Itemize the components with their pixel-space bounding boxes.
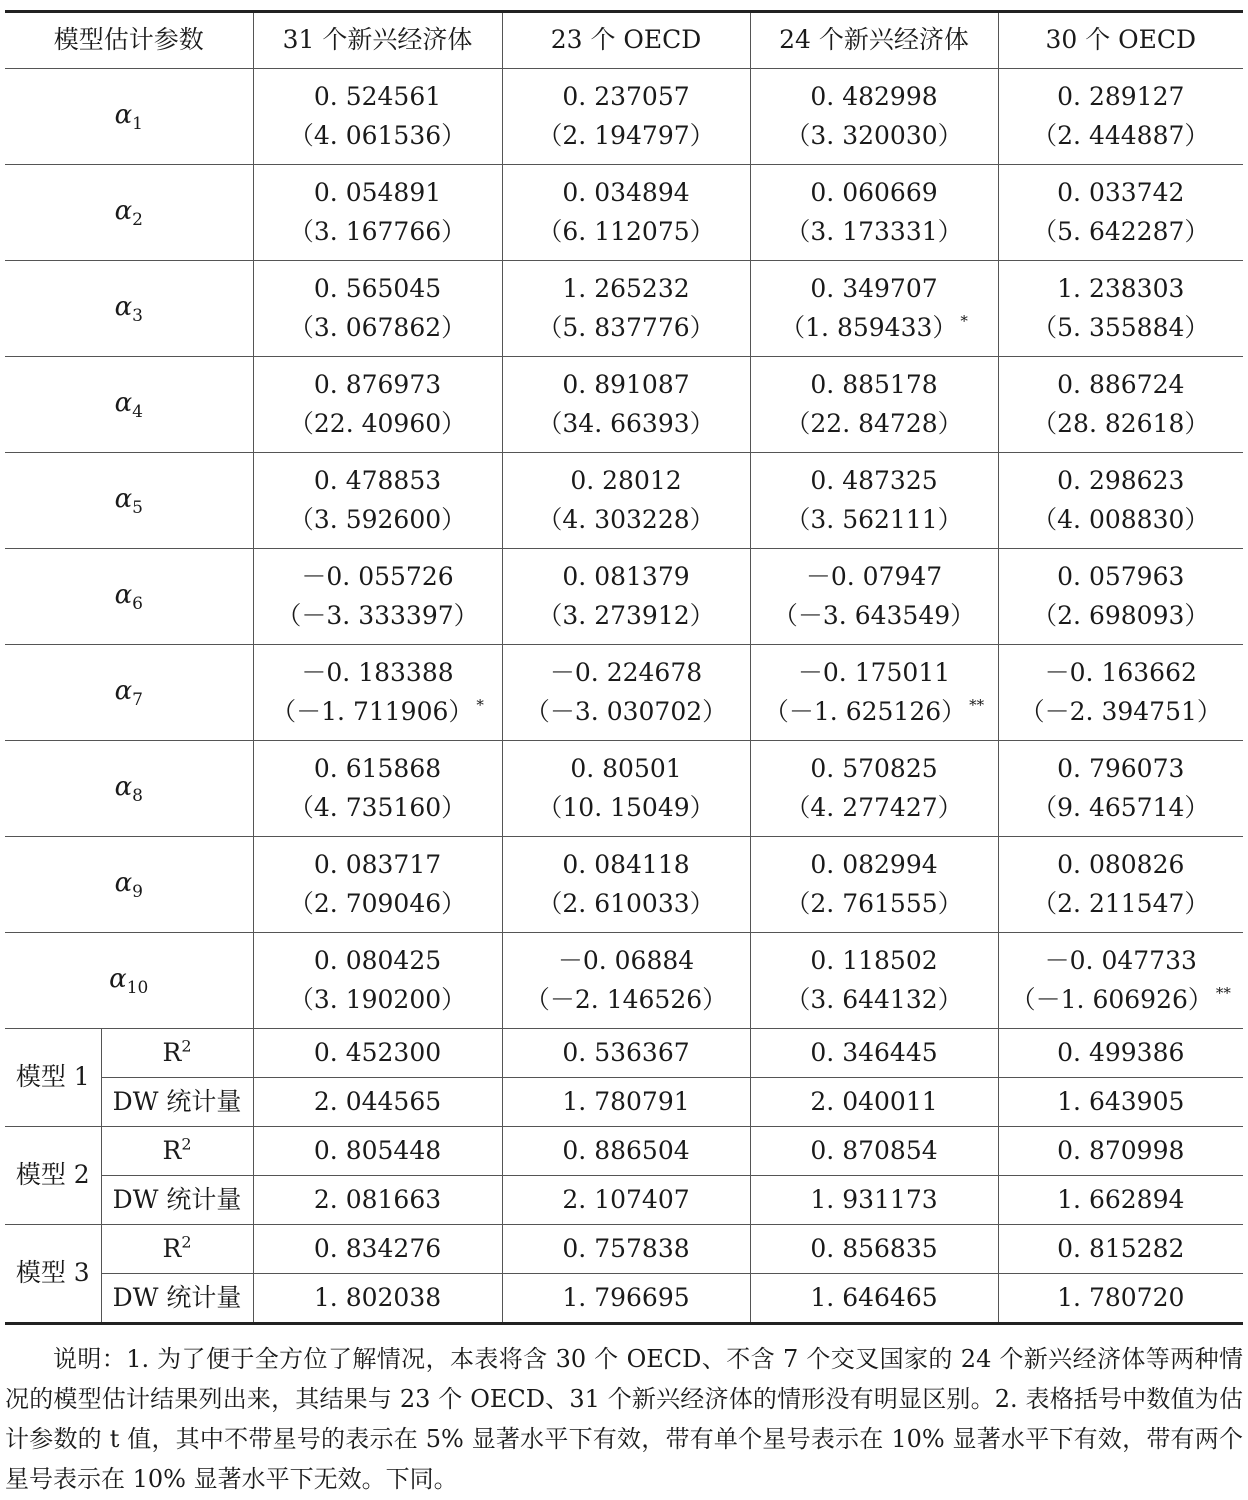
param-tvalue-line [503, 213, 750, 252]
param-tvalue: （－1. 711906） [271, 696, 474, 726]
model-r2-row [5, 1225, 1243, 1274]
param-symbol-letter [114, 484, 143, 519]
param-tvalue: （3. 167766） [288, 216, 467, 246]
param-letter: α [114, 484, 133, 515]
param-tvalue-line [254, 213, 502, 252]
param-symbol-subscript: 2 [132, 210, 143, 231]
dw-value: 2. 040011 [750, 1078, 998, 1127]
r2-value: 0. 870854 [750, 1127, 998, 1176]
param-symbol-subscript: 7 [132, 690, 143, 711]
r2-label [101, 1127, 253, 1176]
param-cell [750, 933, 998, 1029]
r2-label [101, 1225, 253, 1274]
r2-letter: R [162, 1037, 182, 1067]
dw-value: 2. 107407 [502, 1176, 750, 1225]
model-dw-row [5, 1176, 1243, 1225]
param-estimate: －0. 055726 [301, 561, 454, 591]
param-tvalue-line [999, 693, 1244, 732]
param-estimate: －0. 183388 [301, 657, 454, 687]
param-tvalue: （34. 66393） [537, 408, 715, 438]
dw-value: 1. 643905 [998, 1078, 1243, 1127]
param-tvalue: （－2. 394751） [1019, 696, 1222, 726]
param-row [5, 933, 1243, 1029]
param-symbol-subscript: 4 [132, 402, 143, 423]
param-tvalue-line [999, 117, 1244, 156]
param-estimate: 0. 349707 [810, 273, 938, 303]
param-estimate: 0. 487325 [810, 465, 938, 495]
param-symbol-letter [114, 100, 143, 135]
param-estimate: 0. 478853 [313, 465, 442, 495]
estimation-table [5, 10, 1243, 1325]
dw-value: 1. 646465 [750, 1274, 998, 1324]
param-cell [750, 549, 998, 645]
param-estimate: 0. 524561 [313, 81, 442, 111]
r2-value: 0. 815282 [998, 1225, 1243, 1274]
param-symbol-letter [114, 388, 143, 423]
param-symbol-subscript: 9 [132, 882, 143, 903]
param-estimate: 0. 080826 [1057, 849, 1185, 879]
param-tvalue-line [503, 981, 750, 1020]
param-tvalue-line [999, 981, 1244, 1020]
r2-value: 0. 499386 [998, 1029, 1243, 1078]
param-symbol [5, 741, 253, 837]
param-tvalue: （2. 194797） [537, 120, 715, 150]
dw-value: 1. 662894 [998, 1176, 1243, 1225]
param-tvalue: （2. 444887） [1032, 120, 1210, 150]
param-tvalue: （－1. 606926） [1010, 984, 1213, 1014]
model-rows [5, 1029, 1243, 1324]
param-cell [750, 69, 998, 165]
param-tvalue: （3. 190200） [288, 984, 467, 1014]
table-note: 说明：1. 为了便于全方位了解情况，本表将含 30 个 OECD、不含 7 个交叉国家的 24 个新兴经济体等两种情况的模型估计结果列出来，其结果与 23 个 OECD、31 个新兴经济体的情形没有明显区别。2. 表格括号中数值为估计参数的 t 值，其中不带星号的表示在 5% 显著水平下有效，带有单个星号表示在 10% 显著水平下有效，带有两个星号表示在 10% 显著水平下无效。下同。 [5, 1345, 1243, 1493]
param-estimate: －0. 224678 [549, 657, 703, 687]
param-tvalue-line [254, 789, 502, 828]
param-letter: α [114, 676, 133, 707]
r2-superscript: 2 [181, 1232, 192, 1252]
param-tvalue-line [503, 117, 750, 156]
param-symbol-subscript: 6 [132, 594, 143, 615]
model-dw-row [5, 1078, 1243, 1127]
r2-value: 0. 870998 [998, 1127, 1243, 1176]
param-cell [998, 261, 1243, 357]
param-tvalue: （3. 644132） [785, 984, 963, 1014]
param-estimate: －0. 06884 [557, 945, 695, 975]
param-tvalue-line [254, 981, 502, 1020]
param-cell [253, 261, 502, 357]
param-tvalue: （－1. 625126） [763, 696, 967, 726]
dw-value: 2. 081663 [253, 1176, 502, 1225]
param-tvalue-line [503, 789, 750, 828]
param-tvalue: （3. 173331） [785, 216, 963, 246]
param-cell [253, 645, 502, 741]
param-cell [998, 741, 1243, 837]
param-letter: α [114, 772, 133, 803]
r2-value: 0. 856835 [750, 1225, 998, 1274]
param-tvalue: （28. 82618） [1032, 408, 1210, 438]
r2-value: 0. 346445 [750, 1029, 998, 1078]
param-tvalue: （4. 061536） [288, 120, 467, 150]
param-tvalue: （3. 592600） [288, 504, 467, 534]
param-cell [253, 741, 502, 837]
param-estimate: 0. 28012 [570, 465, 682, 495]
header-col-30-oecd: 30 个 OECD [998, 12, 1243, 69]
param-tvalue-line [751, 597, 998, 636]
param-symbol-subscript: 5 [132, 498, 143, 519]
model-r2-row [5, 1127, 1243, 1176]
param-letter: α [114, 100, 133, 131]
param-tvalue: （－3. 643549） [772, 600, 976, 630]
param-row [5, 837, 1243, 933]
param-tvalue-line [503, 597, 750, 636]
param-tvalue: （3. 273912） [537, 600, 715, 630]
param-cell [750, 357, 998, 453]
param-symbol-subscript: 3 [132, 306, 143, 327]
param-tvalue: （6. 112075） [537, 216, 715, 246]
header-col-31-emerging: 31 个新兴经济体 [253, 12, 502, 69]
param-estimate: 0. 084118 [562, 849, 690, 879]
param-estimate: 0. 615868 [313, 753, 442, 783]
param-estimate: 1. 265232 [562, 273, 690, 303]
param-tvalue: （4. 277427） [785, 792, 963, 822]
model-label: 模型 2 [5, 1127, 101, 1225]
param-row [5, 549, 1243, 645]
param-tvalue: （2. 211547） [1032, 888, 1210, 918]
param-tvalue-line [254, 405, 502, 444]
param-estimate: 0. 082994 [810, 849, 938, 879]
param-row [5, 261, 1243, 357]
param-symbol-letter [114, 676, 143, 711]
param-estimate: 0. 80501 [570, 753, 682, 783]
model-label: 模型 3 [5, 1225, 101, 1324]
parameter-rows [5, 69, 1243, 1029]
r2-letter: R [162, 1233, 182, 1263]
param-estimate: 0. 570825 [810, 753, 938, 783]
param-cell [998, 549, 1243, 645]
param-symbol [5, 261, 253, 357]
significance-star: * [960, 312, 968, 331]
param-estimate: 0. 080425 [313, 945, 442, 975]
param-symbol [5, 357, 253, 453]
param-cell [502, 933, 750, 1029]
param-tvalue: （1. 859433） [780, 312, 958, 342]
param-tvalue-line [751, 885, 998, 924]
param-tvalue: （3. 562111） [785, 504, 963, 534]
param-tvalue: （－2. 146526） [524, 984, 728, 1014]
param-tvalue: （2. 698093） [1032, 600, 1210, 630]
param-tvalue: （2. 761555） [785, 888, 963, 918]
r2-superscript: 2 [181, 1134, 192, 1154]
param-symbol-subscript: 1 [132, 114, 143, 135]
param-tvalue: （2. 709046） [288, 888, 467, 918]
dw-value: 2. 044565 [253, 1078, 502, 1127]
r2-value: 0. 886504 [502, 1127, 750, 1176]
param-estimate: 0. 289127 [1057, 81, 1185, 111]
param-tvalue-line [254, 117, 502, 156]
param-estimate: 0. 885178 [810, 369, 938, 399]
r2-value: 0. 757838 [502, 1225, 750, 1274]
param-cell [502, 837, 750, 933]
param-tvalue-line [751, 981, 998, 1020]
param-letter: α [114, 292, 133, 323]
model-r2-row [5, 1029, 1243, 1078]
param-estimate: 0. 565045 [313, 273, 442, 303]
param-estimate: 0. 482998 [810, 81, 938, 111]
r2-superscript: 2 [181, 1036, 192, 1056]
param-tvalue: （10. 15049） [537, 792, 715, 822]
param-tvalue-line [503, 885, 750, 924]
param-tvalue: （3. 320030） [785, 120, 963, 150]
header-row [5, 12, 1243, 69]
param-estimate: －0. 07947 [805, 561, 943, 591]
param-cell [998, 357, 1243, 453]
param-estimate: 0. 034894 [562, 177, 690, 207]
param-tvalue-line [503, 693, 750, 732]
param-tvalue: （22. 84728） [785, 408, 963, 438]
param-symbol [5, 165, 253, 261]
param-tvalue-line [999, 213, 1244, 252]
param-row [5, 453, 1243, 549]
header-param: 模型估计参数 [5, 12, 253, 69]
param-row [5, 165, 1243, 261]
param-cell [502, 261, 750, 357]
param-cell [502, 549, 750, 645]
param-tvalue-line [999, 885, 1244, 924]
param-cell [253, 933, 502, 1029]
param-cell [253, 69, 502, 165]
param-estimate: 0. 118502 [810, 945, 938, 975]
param-cell [253, 549, 502, 645]
param-cell [253, 357, 502, 453]
param-row [5, 357, 1243, 453]
param-letter: α [114, 196, 133, 227]
param-cell [998, 645, 1243, 741]
param-symbol-letter [114, 196, 143, 231]
param-symbol-letter [114, 580, 143, 615]
param-symbol-subscript: 8 [132, 786, 143, 807]
param-estimate: 0. 083717 [313, 849, 442, 879]
param-letter: α [109, 964, 127, 995]
r2-label [101, 1029, 253, 1078]
dw-label: DW 统计量 [101, 1078, 253, 1127]
param-tvalue-line [254, 501, 502, 540]
param-symbol-letter [114, 292, 143, 327]
param-tvalue-line [751, 501, 998, 540]
param-tvalue-line [503, 309, 750, 348]
r2-value: 0. 452300 [253, 1029, 502, 1078]
param-symbol-subscript: 10 [126, 978, 149, 999]
model-dw-row [5, 1274, 1243, 1324]
param-estimate: 1. 238303 [1057, 273, 1185, 303]
param-tvalue-line [503, 405, 750, 444]
param-symbol-letter [109, 964, 149, 999]
param-tvalue: （3. 067862） [288, 312, 467, 342]
param-tvalue: （22. 40960） [288, 408, 467, 438]
param-tvalue-line [751, 693, 998, 732]
param-symbol [5, 837, 253, 933]
param-cell [750, 165, 998, 261]
param-row [5, 69, 1243, 165]
significance-star: ** [969, 696, 985, 715]
param-letter: α [114, 388, 133, 419]
param-estimate: 0. 876973 [313, 369, 442, 399]
param-cell [502, 357, 750, 453]
significance-star: ** [1215, 984, 1231, 1003]
param-tvalue-line [751, 117, 998, 156]
header-col-24-emerging: 24 个新兴经济体 [750, 12, 998, 69]
param-tvalue: （4. 303228） [537, 504, 715, 534]
param-estimate: 0. 298623 [1057, 465, 1185, 495]
param-tvalue: （5. 355884） [1032, 312, 1210, 342]
param-estimate: 0. 796073 [1057, 753, 1185, 783]
param-symbol [5, 453, 253, 549]
param-symbol-letter [114, 772, 143, 807]
param-tvalue-line [999, 789, 1244, 828]
param-tvalue-line [254, 309, 502, 348]
param-cell [502, 165, 750, 261]
param-estimate: －0. 175011 [797, 657, 951, 687]
param-tvalue: （4. 735160） [288, 792, 467, 822]
param-tvalue-line [751, 309, 998, 348]
param-estimate: －0. 047733 [1044, 945, 1197, 975]
param-estimate: 0. 891087 [562, 369, 690, 399]
param-cell [998, 933, 1243, 1029]
dw-label: DW 统计量 [101, 1274, 253, 1324]
param-cell [253, 453, 502, 549]
param-cell [998, 165, 1243, 261]
param-cell [502, 645, 750, 741]
param-tvalue-line [751, 789, 998, 828]
significance-star: * [476, 696, 484, 715]
param-cell [750, 741, 998, 837]
param-letter: α [114, 580, 133, 611]
param-estimate: 0. 033742 [1057, 177, 1185, 207]
param-tvalue: （2. 610033） [537, 888, 715, 918]
r2-value: 0. 536367 [502, 1029, 750, 1078]
param-symbol [5, 645, 253, 741]
param-cell [998, 69, 1243, 165]
param-estimate: 0. 886724 [1057, 369, 1185, 399]
param-tvalue: （－3. 030702） [524, 696, 728, 726]
dw-value: 1. 780720 [998, 1274, 1243, 1324]
param-estimate: 0. 237057 [562, 81, 690, 111]
param-cell [750, 261, 998, 357]
param-cell [502, 69, 750, 165]
param-cell [998, 837, 1243, 933]
param-tvalue: （5. 837776） [537, 312, 715, 342]
param-tvalue-line [999, 597, 1244, 636]
param-tvalue: （－3. 333397） [276, 600, 479, 630]
param-symbol-letter [114, 868, 143, 903]
r2-value: 0. 834276 [253, 1225, 502, 1274]
param-estimate: 0. 060669 [810, 177, 938, 207]
param-cell [750, 645, 998, 741]
r2-letter: R [162, 1135, 182, 1165]
param-tvalue-line [503, 501, 750, 540]
param-symbol [5, 933, 253, 1029]
param-row [5, 741, 1243, 837]
param-tvalue-line [999, 501, 1244, 540]
model-label: 模型 1 [5, 1029, 101, 1127]
param-row [5, 645, 1243, 741]
param-cell [253, 837, 502, 933]
param-letter: α [114, 868, 133, 899]
param-tvalue-line [254, 885, 502, 924]
param-cell [750, 837, 998, 933]
param-tvalue-line [999, 405, 1244, 444]
dw-value: 1. 796695 [502, 1274, 750, 1324]
param-symbol [5, 549, 253, 645]
param-tvalue: （9. 465714） [1032, 792, 1210, 822]
param-cell [998, 453, 1243, 549]
param-estimate: 0. 081379 [562, 561, 690, 591]
dw-value: 1. 802038 [253, 1274, 502, 1324]
param-tvalue-line [254, 597, 502, 636]
r2-value: 0. 805448 [253, 1127, 502, 1176]
param-tvalue: （4. 008830） [1032, 504, 1210, 534]
param-tvalue: （5. 642287） [1032, 216, 1210, 246]
param-cell [502, 453, 750, 549]
param-cell [502, 741, 750, 837]
param-cell [750, 453, 998, 549]
dw-value: 1. 931173 [750, 1176, 998, 1225]
param-tvalue-line [751, 405, 998, 444]
param-estimate: 0. 057963 [1057, 561, 1185, 591]
param-tvalue-line [999, 309, 1244, 348]
param-estimate: －0. 163662 [1044, 657, 1197, 687]
param-tvalue-line [751, 213, 998, 252]
param-tvalue-line [254, 693, 502, 732]
param-symbol [5, 69, 253, 165]
param-estimate: 0. 054891 [313, 177, 442, 207]
header-col-23-oecd: 23 个 OECD [502, 12, 750, 69]
dw-label: DW 统计量 [101, 1176, 253, 1225]
param-cell [253, 165, 502, 261]
dw-value: 1. 780791 [502, 1078, 750, 1127]
